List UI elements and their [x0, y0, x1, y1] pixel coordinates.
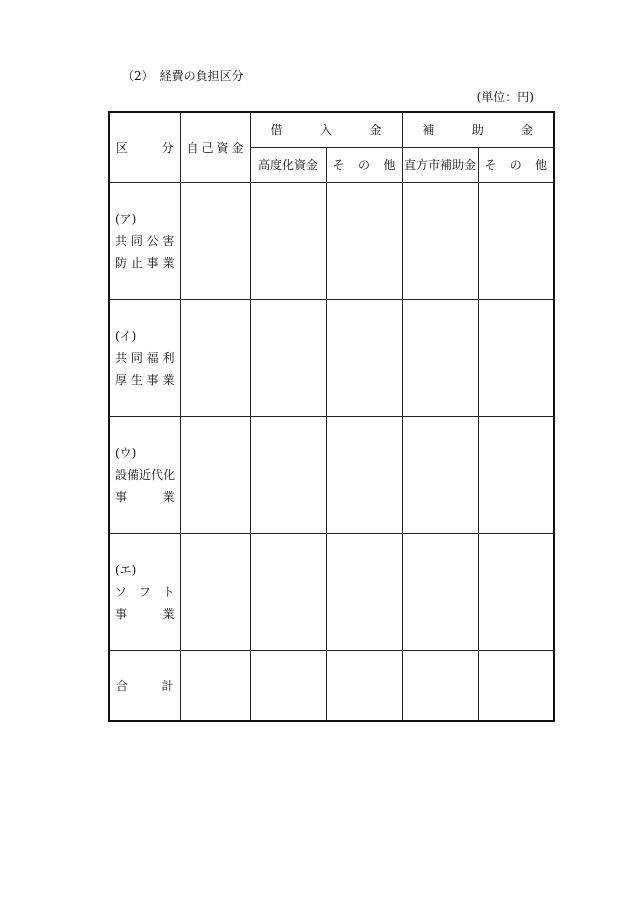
cell-subsidy-city[interactable]: [402, 299, 478, 416]
section-heading: （2） 経費の負担区分: [122, 69, 244, 83]
row-mark: (ア): [115, 211, 137, 226]
row-label: [109, 533, 180, 650]
subheader-loan-advanced-text: 高度化資金: [257, 158, 318, 172]
header-category-text: 区 分: [116, 140, 174, 155]
row-name-line1: 共 同 公 害: [115, 233, 175, 248]
subheader-loan-other: [326, 147, 402, 182]
cell-own-funds[interactable]: [180, 533, 250, 650]
cell-subsidy-city[interactable]: [402, 416, 478, 533]
subheader-subsidy-city-text: 直方市補助金: [404, 158, 477, 172]
cell-total-loan-other[interactable]: [326, 650, 402, 721]
cell-subsidy-other[interactable]: [478, 182, 554, 299]
table-row: [109, 533, 554, 650]
cell-loan-other[interactable]: [326, 299, 402, 416]
table-row: [109, 182, 554, 299]
row-name-line1: 共 同 福 利: [115, 350, 175, 365]
cell-total-loan-advanced[interactable]: [250, 650, 326, 721]
cell-subsidy-other[interactable]: [478, 416, 554, 533]
cell-total-subsidy-city[interactable]: [402, 650, 478, 721]
cell-loan-advanced[interactable]: [250, 416, 326, 533]
row-name-line1: ソ フ ト: [115, 584, 175, 599]
header-subsidies-text: 補 助 金: [422, 123, 534, 138]
cell-subsidy-city[interactable]: [402, 182, 478, 299]
row-mark: (ウ): [115, 445, 137, 460]
row-label: [109, 299, 180, 416]
header-loans: [250, 112, 402, 147]
cell-loan-other[interactable]: [326, 182, 402, 299]
row-name-line2: 事 業: [115, 606, 175, 621]
table-row: [109, 416, 554, 533]
total-row: [109, 650, 554, 721]
row-name-line1: 設 備 近 代 化: [115, 467, 176, 482]
row-name-line2: 事 業: [115, 489, 175, 504]
total-label-cell: [109, 650, 180, 721]
cell-own-funds[interactable]: [180, 182, 250, 299]
cell-subsidy-city[interactable]: [402, 533, 478, 650]
subheader-subsidy-city: [402, 147, 478, 182]
table-row: [109, 299, 554, 416]
header-category: [109, 112, 180, 182]
row-label: [109, 416, 180, 533]
header-own-funds: [180, 112, 250, 182]
subheader-subsidy-other-text: そ の 他: [484, 158, 548, 172]
row-label: [109, 182, 180, 299]
subheader-loan-advanced: [250, 147, 326, 182]
row-mark: (エ): [115, 562, 137, 577]
header-own-funds-text: 自 己 資 金: [186, 140, 244, 155]
cell-own-funds[interactable]: [180, 416, 250, 533]
cell-own-funds[interactable]: [180, 299, 250, 416]
subheader-subsidy-other: [478, 147, 554, 182]
row-mark: (イ): [115, 328, 137, 343]
cell-total-subsidy-other[interactable]: [478, 650, 554, 721]
cell-loan-advanced[interactable]: [250, 533, 326, 650]
header-subsidies: [402, 112, 554, 147]
cell-subsidy-other[interactable]: [478, 299, 554, 416]
row-name-line2: 厚 生 事 業: [115, 372, 175, 387]
row-name-line2: 防 止 事 業: [115, 255, 175, 270]
expense-allocation-table: [108, 111, 555, 722]
cell-loan-advanced[interactable]: [250, 299, 326, 416]
subheader-loan-other-text: そ の 他: [332, 158, 396, 172]
total-label: 合 計: [116, 678, 174, 693]
header-loans-text: 借 入 金: [270, 123, 382, 138]
cell-loan-other[interactable]: [326, 416, 402, 533]
cell-loan-other[interactable]: [326, 533, 402, 650]
cell-loan-advanced[interactable]: [250, 182, 326, 299]
unit-label: (単位：円): [476, 90, 534, 104]
cell-subsidy-other[interactable]: [478, 533, 554, 650]
cell-total-own-funds[interactable]: [180, 650, 250, 721]
